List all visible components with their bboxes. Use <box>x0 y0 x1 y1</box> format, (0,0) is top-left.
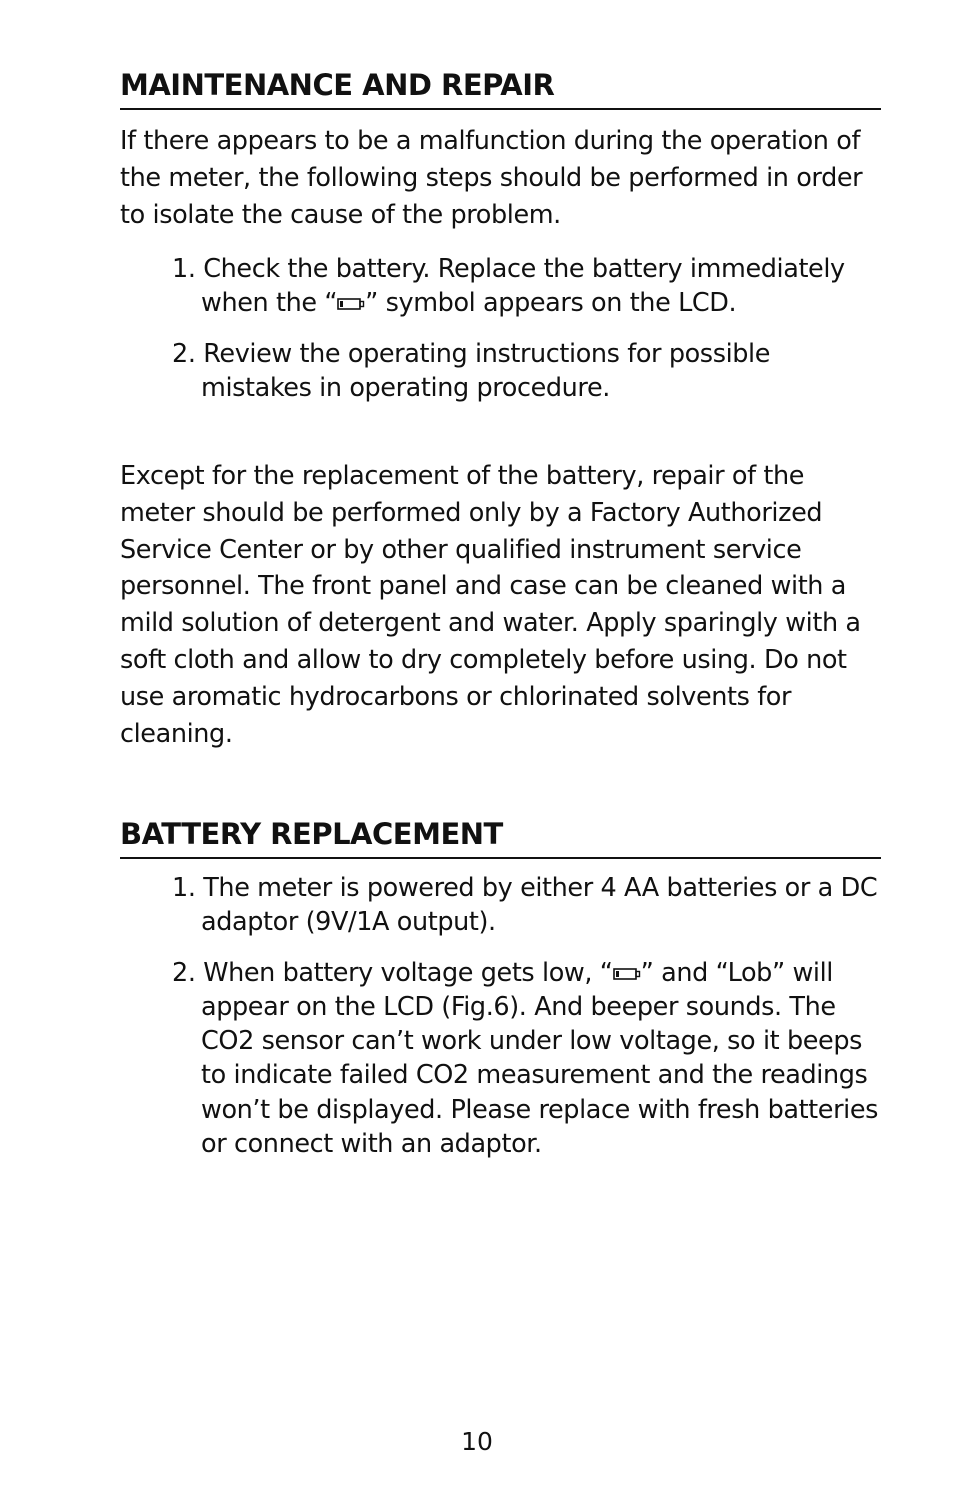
step-number: 2. <box>172 338 196 369</box>
intro-paragraph: If there appears to be a malfunction during the operation of the meter, the following steps should be performed in order to isolate the cause of the problem. <box>120 126 863 230</box>
battery-steps-list <box>172 871 884 1177</box>
list-item <box>172 252 884 321</box>
step-text: When battery voltage gets low, “ <box>203 957 613 988</box>
step-number: 1. <box>172 254 196 284</box>
list-item <box>172 956 884 1162</box>
step-text-continued: ” symbol appears on the LCD. <box>365 288 737 319</box>
low-battery-icon <box>337 298 365 310</box>
step-number: 1. <box>172 873 196 903</box>
step-text: Check the battery. Replace the battery immediately when the “ <box>201 254 845 319</box>
step-text: Review the operating instructions for possible mistakes in operating procedure. <box>201 338 771 403</box>
section-heading-battery: BATTERY REPLACEMENT <box>120 817 881 859</box>
page-number: 10 <box>461 1427 493 1456</box>
step-text-continued: ” and “Lob” will appear on the LCD (Fig.6). And beeper sounds. The CO2 sensor can’t work under low voltage, so it beeps to indicate failed CO2 measurement and the readings won’t be displayed. Please replace with fresh batteries or connect with an adaptor. <box>201 957 879 1160</box>
low-battery-icon <box>613 968 641 980</box>
repair-paragraph: Except for the replacement of the battery, repair of the meter should be performed only by a Factory Authorized Service Center or by other qualified instrument service personnel. The front panel and case can be cleaned with a mild solution of detergent and water. Apply sparingly with a soft cloth and allow to dry completely before using. Do not use aromatic hydrocarbons or chlorinated solvents for cleaning. <box>120 461 861 749</box>
list-item <box>172 871 884 940</box>
step-number: 2. <box>172 957 196 988</box>
section-heading-maintenance: MAINTENANCE AND REPAIR <box>120 68 881 110</box>
maintenance-steps-list <box>172 252 884 421</box>
list-item <box>172 337 884 406</box>
step-text: The meter is powered by either 4 AA batteries or a DC adaptor (9V/1A output). <box>201 873 878 938</box>
